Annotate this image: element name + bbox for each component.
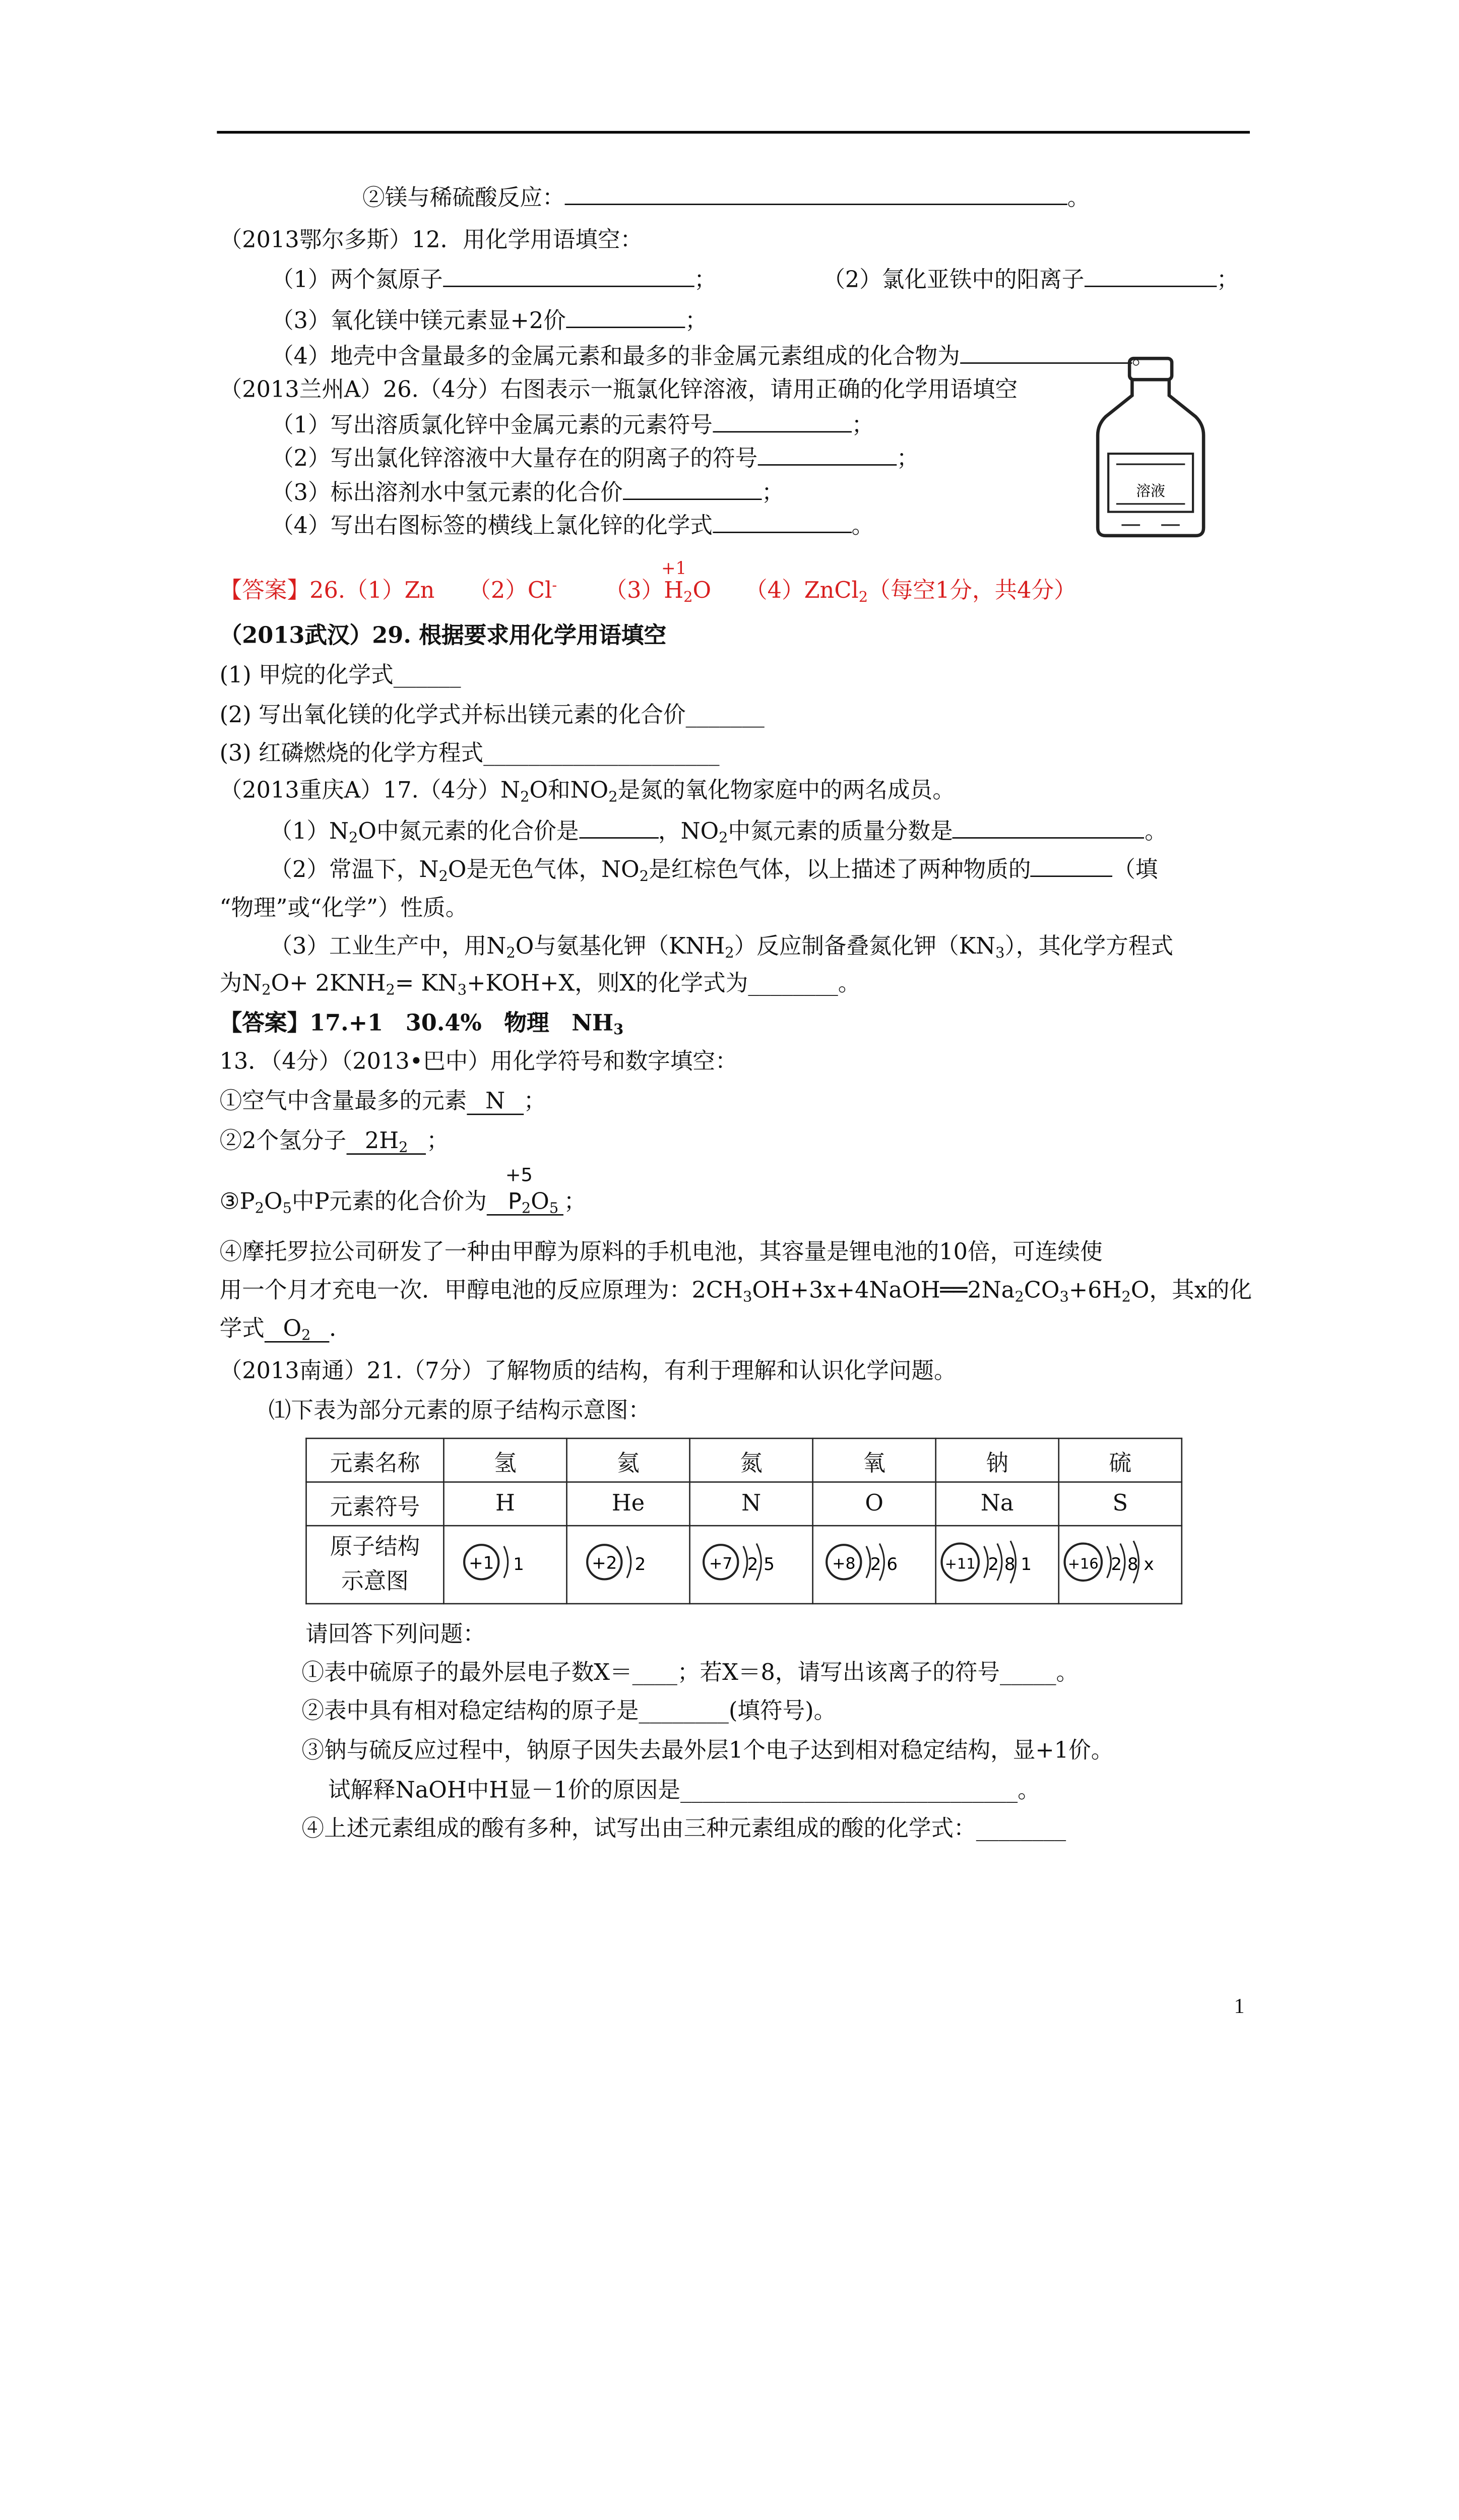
table-cell: N [690, 1482, 813, 1526]
question-heading: （2013南通）21.（7分）了解物质的结构，有利于理解和认识化学问题。 [219, 1358, 957, 1385]
page-number: 1 [1234, 1996, 1245, 2019]
answer-blank[interactable] [757, 443, 897, 466]
table-cell: 氮 [690, 1438, 813, 1482]
table-cell: 氢 [443, 1438, 566, 1482]
question-line: （4）写出右图标签的横线上氯化锌的化学式 。 [271, 511, 874, 541]
question-line: ⑴下表为部分元素的原子结构示意图： [268, 1398, 651, 1425]
filled-answer: +5 $P_2O_5$ [487, 1190, 564, 1216]
answer-blank[interactable] [1031, 854, 1113, 877]
question-line: $(1)N_2O$中氮元素的化合价是 ，$NO_2$中氮元素的质量分数是 。 [270, 816, 1167, 846]
atom-diagram [582, 1535, 675, 1588]
svg-text:+7: +7 [709, 1554, 733, 1572]
table-cell: 钠 [936, 1438, 1059, 1482]
atom-diagram-cell [443, 1526, 566, 1604]
question-line: （3）工业生产中，用$N_2O$与氨基化钾$(KNH_2)$反应制备叠氮化钾$(KN_3)$，其化学方程式 [270, 933, 1174, 962]
answer-blank[interactable] [713, 410, 852, 433]
table-row [306, 1438, 1182, 1482]
question-line: 请回答下列问题： [305, 1621, 486, 1648]
question-line: (3) 红磷燃烧的化学方程式_____________________ [219, 740, 720, 768]
table-row [306, 1526, 1182, 1604]
answer-blank[interactable] [566, 305, 685, 328]
question-line: ②表中具有相对稳定结构的原子是________(填符号)。 [301, 1698, 837, 1725]
question-line: ②2个氢分子 $2H_2$ ； [219, 1128, 449, 1156]
svg-text:+8: +8 [832, 1554, 856, 1572]
question-heading: （2013鄂尔多斯）12．用化学用语填空： [219, 227, 643, 254]
answer-blank[interactable] [579, 816, 658, 839]
atom-diagram-cell [690, 1526, 813, 1604]
svg-text:2 8 1: 2 8 1 [988, 1553, 1032, 1574]
question-heading: （2013武汉）29. 根据要求用化学用语填空 [219, 623, 667, 650]
question-line: ③钠与硫反应过程中，钠原子因失去最外层1个电子达到相对稳定结构，显+1价。 [301, 1738, 1114, 1765]
bottle-illustration [1093, 356, 1209, 541]
question-line: （3）标出溶剂水中氢元素的化合价 ； [271, 477, 784, 508]
question-line: （2）氯化亚铁中的阳离子 ； [822, 265, 1239, 295]
question-line: ①表中硫原子的最外层电子数X＝____；若X＝8，请写出该离子的符号_____。 [301, 1660, 1079, 1686]
answer-blank[interactable] [443, 265, 694, 287]
table-cell: S [1059, 1482, 1182, 1526]
svg-text:2 8 x: 2 8 x [1111, 1553, 1154, 1574]
table-cell: He [567, 1482, 690, 1526]
filled-answer: $O_2$ [265, 1317, 329, 1343]
row-header: 原子结构 示意图 [306, 1526, 444, 1604]
question-line: （1）写出溶质氯化锌中金属元素的元素符号 ； [271, 410, 874, 440]
row-header: 元素名称 [306, 1438, 444, 1482]
question-line: ④摩托罗拉公司研发了一种由甲醇为原料的手机电池，其容量是锂电池的10倍，可连续使 [219, 1239, 1103, 1266]
question-line: ④上述元素组成的酸有多种，试写出由三种元素组成的酸的化学式：________ [301, 1816, 1066, 1843]
question-line: 为$N_2O+ 2KNH_2= KN_3+KOH+X$，则X的化学式为________。 [219, 971, 861, 999]
atom-diagram [821, 1535, 927, 1588]
table-cell: 硫 [1059, 1438, 1182, 1482]
table-cell: 氦 [567, 1438, 690, 1482]
question-line: 用一个月才充电一次．甲醇电池的反应原理为：$2CH_3OH+3x+4NaOH══2Na_2CO_3+6H_2O$，其x的化 [219, 1278, 1252, 1306]
svg-text:+1: +1 [469, 1552, 494, 1573]
atom-diagram [459, 1535, 552, 1588]
question-line: （1）两个氮原子 ； [271, 265, 717, 295]
filled-answer: $2H_2$ [346, 1129, 426, 1155]
atom-diagram [938, 1535, 1057, 1588]
table-row [306, 1482, 1182, 1526]
table-cell: H [443, 1482, 566, 1526]
question-line: “物理”或“化学”）性质。 [219, 895, 468, 922]
answer-blank[interactable] [713, 511, 852, 533]
answer-line: 【答案】17.+1 30.4% 物理 $NH_3$ [219, 1010, 624, 1039]
question-line: （4）地壳中含量最多的金属元素和最多的非金属元素组成的化合物为 。 [271, 341, 1155, 371]
atom-diagram-cell [567, 1526, 690, 1604]
answer-blank[interactable] [565, 182, 1067, 205]
atom-diagram-cell [1059, 1526, 1182, 1604]
question-heading: （2013重庆A）17.（4分）$N_2O$和$NO_2$是氮的氧化物家庭中的两名成员。 [219, 778, 955, 806]
answer-line: 【答案】26.（1）Zn （2）Cl- （3） +1 $H_2O$ （4）ZnCl$_2$（每空1分，共4分） [219, 559, 1076, 606]
question-line: （2）常温下，$N_2O$是无色气体，$NO_2$是红棕色气体，以上描述了两种物质的 （填 [270, 854, 1158, 885]
question-line: (2) 写出氧化镁的化学式并标出镁元素的化合价_______ [219, 702, 765, 729]
question-line: （3）氧化镁中镁元素显+2价 ； [271, 305, 708, 336]
question-line: 学式 $O_2$ ． [219, 1316, 352, 1344]
svg-text:2 6: 2 6 [870, 1553, 898, 1574]
table-cell: O [813, 1482, 936, 1526]
svg-text:+16: +16 [1067, 1554, 1099, 1572]
answer-blank[interactable] [1084, 265, 1216, 287]
question-line: （2）写出氯化锌溶液中大量存在的阴离子的符号 ； [271, 443, 919, 473]
bottle-label: 溶液 [1136, 482, 1166, 500]
filled-answer: N [467, 1090, 524, 1115]
header-rule [217, 131, 1250, 134]
atomic-structure-table [305, 1438, 1182, 1605]
question-line: ①空气中含量最多的元素 N ； [219, 1088, 546, 1115]
question-line: 试解释NaOH中H显－1价的原因是______________________________。 [328, 1778, 1040, 1804]
question-heading: 13．（4分）（2013•巴中）用化学符号和数字填空： [219, 1049, 738, 1076]
question-line: ②镁与稀硫酸反应： 。 [362, 182, 1090, 213]
answer-blank[interactable] [953, 816, 1145, 839]
svg-text:2 5: 2 5 [747, 1553, 775, 1574]
answer-blank[interactable] [623, 477, 762, 500]
atom-diagram [1061, 1535, 1180, 1588]
svg-text:1: 1 [513, 1553, 524, 1574]
question-line: (1) 甲烷的化学式______ [219, 662, 461, 689]
row-header: 元素符号 [306, 1482, 444, 1526]
question-heading: （2013兰州A）26.（4分）右图表示一瓶氯化锌溶液，请用正确的化学用语填空 [219, 376, 1018, 404]
svg-text:+2: +2 [592, 1552, 617, 1573]
atom-diagram [699, 1535, 804, 1588]
atom-diagram-cell [813, 1526, 936, 1604]
atom-diagram-cell [936, 1526, 1059, 1604]
svg-text:2: 2 [635, 1553, 646, 1574]
svg-text:+11: +11 [944, 1554, 976, 1572]
table-cell: Na [936, 1482, 1059, 1526]
table-cell: 氧 [813, 1438, 936, 1482]
question-line: $③P_2O_5$中P元素的化合价为 +5 $P_2O_5$ ； [219, 1165, 587, 1217]
